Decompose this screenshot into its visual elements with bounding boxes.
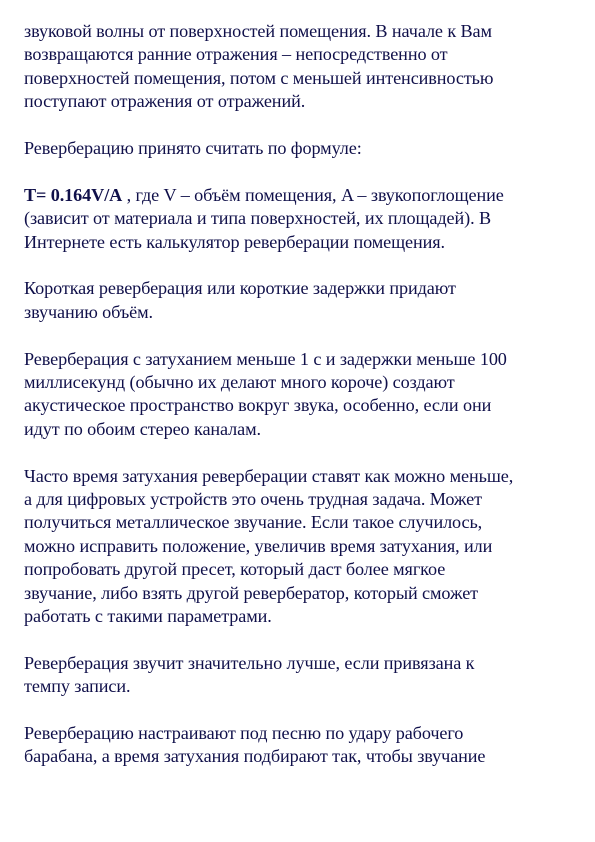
text-line: акустическое пространство вокруг звука, особенно, если они [24, 395, 492, 416]
text-line: Реверберацию настраивают под песню по удару рабочего [24, 723, 464, 744]
paragraph-formula [24, 184, 579, 254]
text-line: (зависит от материала и типа поверхностей, их площадей). В [24, 208, 492, 229]
paragraph-metallic-sound [24, 465, 579, 629]
paragraph-decay-space [24, 348, 579, 442]
paragraph-snare-tuning [24, 722, 579, 769]
text-line: можно исправить положение, увеличив время затухания, или [24, 535, 493, 556]
text-line: а для цифровых устройств это очень трудная задача. Может [24, 489, 482, 510]
text-line: темпу записи. [24, 676, 131, 697]
text-line: звучанию объём. [24, 301, 153, 322]
text-line: Короткая реверберация или короткие задержки придают [24, 278, 456, 299]
paragraph-formula-intro [24, 137, 579, 160]
text-line: работать с такими параметрами. [24, 606, 272, 627]
paragraph-early-reflections [24, 20, 579, 114]
text-line: Интернете есть калькулятор реверберации помещения. [24, 231, 445, 252]
text-line: получиться металлическое звучание. Если такое случилось, [24, 512, 483, 533]
text-line: миллисекунд (обычно их делают много короче) создают [24, 372, 455, 393]
formula-explanation: , где V – объём помещения, A – звукопоглощение [122, 184, 504, 205]
text-line: поступают отражения от отражений. [24, 91, 306, 112]
paragraph-tempo [24, 652, 579, 699]
text-line: Реверберация звучит значительно лучше, если привязана к [24, 652, 475, 673]
text-line: Реверберацию принято считать по формуле: [24, 138, 362, 159]
text-line: возвращаются ранние отражения – непосредственно от [24, 44, 448, 65]
text-line: Часто время затухания реверберации ставят как можно меньше, [24, 465, 514, 486]
reverb-formula: T= 0.164V/A [24, 184, 123, 205]
paragraph-short-reverb [24, 277, 579, 324]
text-line: поверхностей помещения, потом с меньшей интенсивностью [24, 67, 494, 88]
text-line: попробовать другой пресет, который даст более мягкое [24, 559, 446, 580]
text-line: звучание, либо взять другой ревербератор, который сможет [24, 582, 479, 603]
text-line: звуковой волны от поверхностей помещения. В начале к Вам [24, 21, 492, 41]
text-line: барабана, а время затухания подбирают так, чтобы звучание [24, 746, 486, 767]
formula-line [24, 184, 579, 207]
text-line: идут по обоим стерео каналам. [24, 418, 261, 439]
text-line: Реверберация с затуханием меньше 1 с и задержки меньше 100 [24, 348, 507, 369]
document-page [24, 20, 579, 792]
